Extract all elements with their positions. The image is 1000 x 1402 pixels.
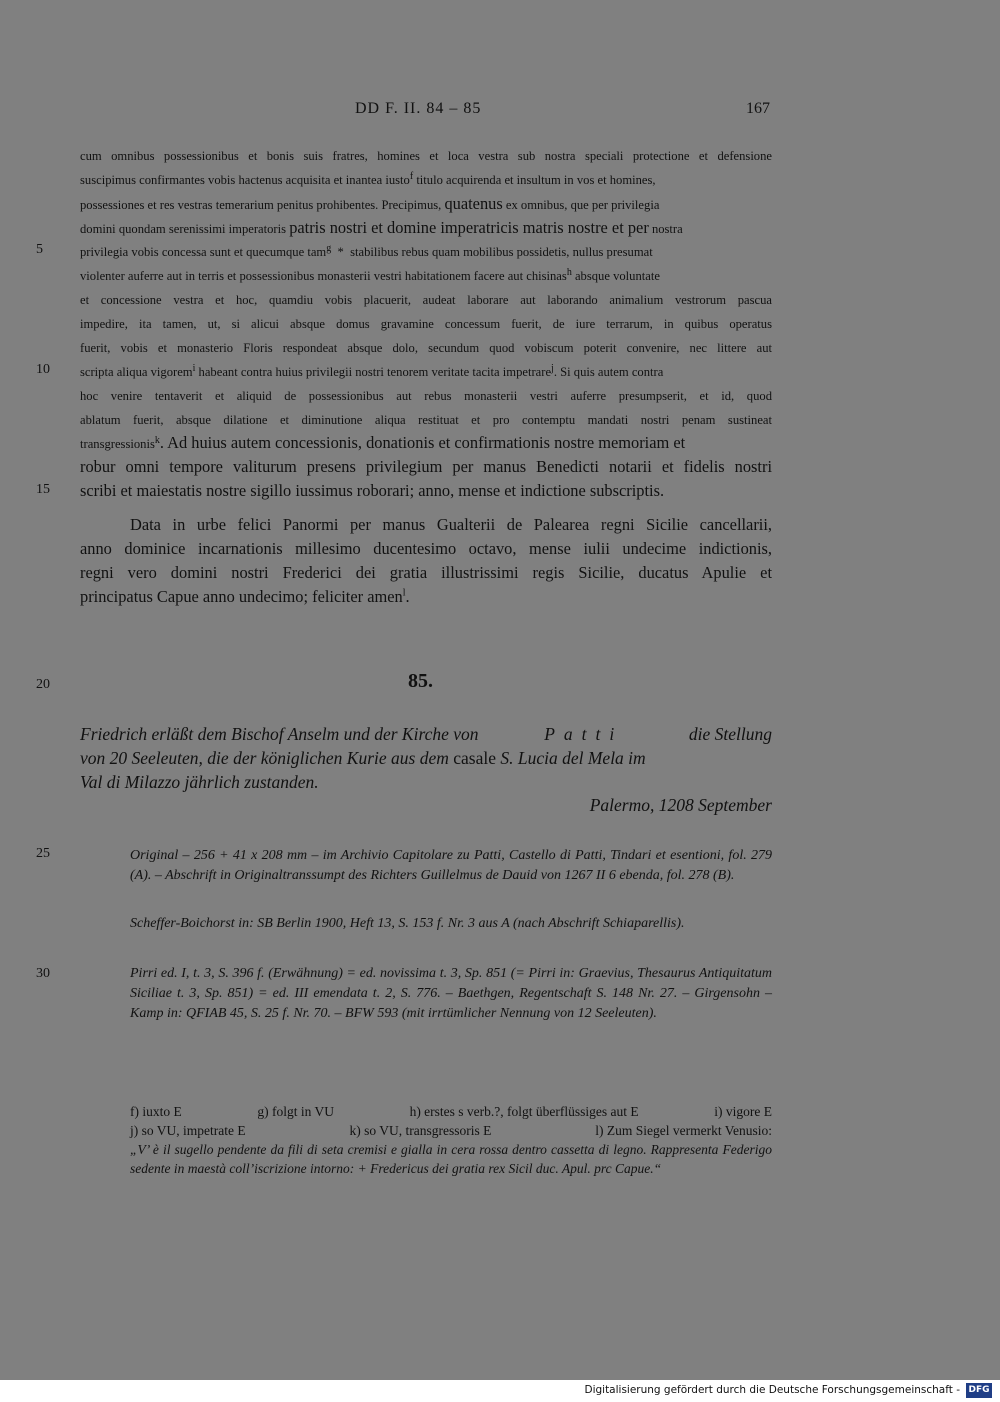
regest — [80, 722, 772, 794]
text-fragment: von 20 Seeleuten, die der königlichen Kurie aus dem — [80, 748, 449, 768]
tradition-literature: Pirri ed. I, t. 3, S. 396 f. (Erwähnung) = ed. novissima t. 3, Sp. 851 (= Pirri in: Graevius, Thesaurus Antiquitatum Siciliae t. 3, Sp. 851) = ed. III emendata t. 2, S. 776. – Baethgen, Regentschaft S. 148 Nr. 27. – Girgensohn – Kamp in: QFIAB 45, S. 25 f. Nr. 70. – BFW 593 (mit irrtümlicher Nennung von 12 Seeleuten). — [130, 966, 772, 1021]
text-fragment: casale — [453, 748, 496, 768]
body-line-9: fuerit, vobis et monasterio Floris respondeat absque dolo, secundum quod vobiscum poterit convenire, nec littere aut — [80, 341, 772, 355]
dateline: Palermo, 1208 September — [589, 795, 772, 815]
datum-line-3: regni vero domini nostri Frederici dei gratia illustrissimi regis Sicilie, ducatus Apulie et — [80, 563, 772, 582]
note-l-intro: l) Zum Siegel vermerkt Venusio: — [595, 1123, 772, 1138]
text-fragment: ex omnibus, que per privilegia — [505, 198, 660, 212]
text-fragment: titulo acquirenda et insultum in vos et homines, — [416, 173, 656, 187]
funding-notice: Digitalisierung gefördert durch die Deutsche Forschungsgemeinschaft - — [584, 1384, 960, 1396]
text-fragment: habeant contra huius privilegii nostri tenorem veritate tacita impetrare — [198, 365, 552, 379]
text-fragment: quatenus — [444, 194, 503, 213]
datum-line-1: Data in urbe felici Panormi per manus Gualterii de Palearea regni Sicilie cancellarii, — [130, 515, 772, 534]
text-fragment: domini quondam serenissimi imperatoris — [80, 222, 287, 236]
note-marker-f: f — [409, 170, 414, 182]
line-number: 5 — [36, 242, 43, 257]
note-f: f) iuxto E — [130, 1104, 182, 1119]
body-line-12: ablatum fuerit, absque dilatione et diminutione aliqua restituat et pro contemptu mandati nostri penam sustineat — [80, 413, 772, 427]
regest-line-3: Val di Milazzo jährlich zustanden. — [80, 772, 319, 792]
notes-row-1 — [130, 1102, 772, 1121]
text-fragment: transgressionis — [80, 437, 155, 451]
text-fragment: patris nostri et domine imperatricis matris nostre et per — [289, 218, 649, 237]
note-i: i) vigore E — [714, 1104, 772, 1119]
text-fragment: privilegia vobis concessa sunt et quecumque tam — [80, 245, 327, 259]
text-fragment: stabilibus rebus quam mobilibus possidetis, nullus presumat — [350, 245, 653, 259]
note-j: j) so VU, impetrate E — [130, 1123, 246, 1138]
text-fragment: Friedrich erläßt dem Bischof Anselm und der Kirche von — [80, 724, 479, 744]
note-marker-g: g — [326, 242, 332, 254]
footer-bar — [0, 1380, 1000, 1402]
note-g: g) folgt in VU — [257, 1104, 334, 1119]
place-name: Patti — [544, 724, 624, 744]
text-fragment: scripta aliqua vigorem — [80, 365, 193, 379]
text-fragment: principatus Capue anno undecimo; feliciter amen — [80, 587, 403, 606]
note-marker-i: i — [192, 362, 196, 374]
text-fragment: suscipimus confirmantes vobis hactenus acquisita et inantea iusto — [80, 173, 410, 187]
body-line-6 — [80, 264, 772, 288]
note-k: k) so VU, transgressoris E — [349, 1123, 492, 1138]
page-number: 167 — [746, 100, 770, 117]
text-fragment: . Si quis autem contra — [553, 365, 664, 379]
apparatus-notes — [130, 1102, 772, 1178]
note-marker-j: j — [551, 362, 554, 374]
note-marker-h: h — [566, 266, 572, 278]
tradition-original: Original – 256 + 41 x 208 mm – im Archivio Capitolare zu Patti, Castello di Patti, Tindari et esentioni, fol. 279 (A). – Abschrift in Originaltranssumpt des Richters Guillelmus de Dauid von 1267 II 6 ebenda, fol. 278 (B). — [130, 848, 772, 883]
tradition-edition: Scheffer-Boichorst in: SB Berlin 1900, Heft 13, S. 153 f. Nr. 3 aus A (nach Abschrift Schiaparellis). — [130, 916, 685, 931]
body-line-14: robur omni tempore valiturum presens privilegium per manus Benedicti notarii et fidelis nostri — [80, 457, 772, 476]
note-l-quote: „V’ è il sugello pendente da fili di seta cremisi e gialla in cera rossa dentro cassetta di legno. Rappresenta Federigo sedente in maestà coll’iscrizione intorno: + Fredericus dei gratia rex Sicil duc. Apul. prc Capue.“ — [130, 1142, 772, 1176]
regest-line-2 — [80, 746, 772, 770]
body-line-10 — [80, 360, 772, 384]
text-fragment: . Ad huius autem concessionis, donationis et confirmationis nostre memoriam et — [159, 433, 686, 452]
header-title: DD F. II. 84 – 85 — [355, 100, 482, 117]
body-line-4 — [80, 216, 772, 241]
body-line-5 — [80, 240, 772, 264]
regest-line-1 — [80, 722, 772, 746]
notes-row-2 — [130, 1121, 772, 1140]
body-line-3 — [80, 192, 772, 217]
line-number: 15 — [36, 482, 50, 497]
body-line-15: scribi et maiestatis nostre sigillo iussimus roborari; anno, mense et indictione subscriptis. — [80, 481, 665, 500]
note-marker-k: k — [154, 434, 160, 446]
note-h: h) erstes s verb.?, folgt überflüssiges aut E — [409, 1104, 639, 1119]
asterisk-mark: * — [337, 245, 344, 259]
document-number: 85. — [408, 670, 433, 692]
line-number: 30 — [36, 966, 50, 981]
note-marker-l: l — [402, 587, 406, 599]
text-fragment: S. Lucia del Mela im — [500, 748, 646, 768]
dfg-logo: DFG — [966, 1383, 992, 1398]
line-number: 25 — [36, 846, 50, 861]
text-fragment: violenter auferre aut in terris et possessionibus monasterii vestri habitationem facere aut chisinas — [80, 269, 567, 283]
body-line-1: cum omnibus possessionibus et bonis suis fratres, homines et loca vestra sub nostra speciali protectione et defensione — [80, 149, 772, 163]
line-number: 20 — [36, 677, 50, 692]
datum-line-4: principatus Capue anno undecimo; feliciter amen$^l$. — [80, 587, 410, 606]
text-fragment: nostra — [651, 222, 683, 236]
body-line-13 — [80, 431, 772, 456]
body-line-2 — [80, 168, 772, 192]
datum-line-2: anno dominice incarnationis millesimo ducentesimo octavo, mense iulii undecime indictionis, — [80, 539, 772, 558]
text-fragment: absque voluntate — [574, 269, 660, 283]
text-fragment: possessiones et res vestras temerarium penitus prohibentes. Precipimus, — [80, 198, 442, 212]
text-fragment: die Stellung — [688, 724, 772, 744]
body-line-7: et concessione vestra et hoc, quamdiu vobis placuerit, audeat laborare aut laborando animalium vestrorum pascua — [80, 293, 772, 307]
body-line-11: hoc venire tentaverit et aliquid de possessionibus aut rebus monasterii vestri auferre presumpserit, et id, quod — [80, 389, 772, 403]
line-number: 10 — [36, 362, 50, 377]
body-line-8: impedire, ita tamen, ut, si alicui absque domus gravamine concessum fuerit, de iure terrarum, in quibus operatus — [80, 317, 772, 331]
